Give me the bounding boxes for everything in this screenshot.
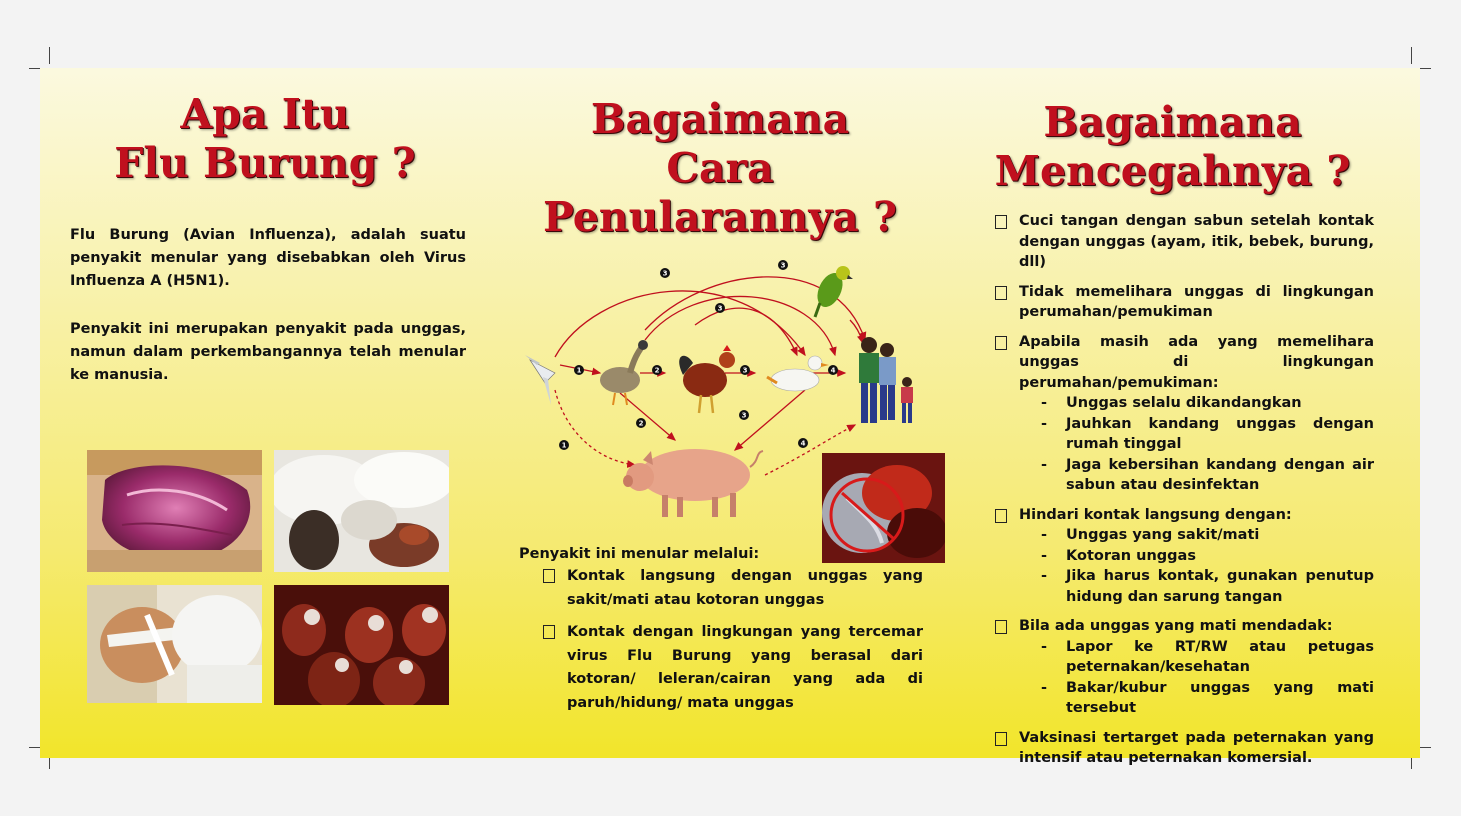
list-item: Bila ada unggas yang mati mendadak: - Lapor ke RT/RW atau petugas peternakan/kesehatan - Bakar/kubur unggas yang mati tersebut <box>993 616 1374 719</box>
photo-dead-chickens <box>274 450 449 572</box>
col1-title: Apa Itu Flu Burung ? <box>114 90 416 187</box>
sub-list-item: - Jika harus kontak, gunakan penutup hidung dan sarung tangan <box>1041 568 1374 605</box>
checkbox-icon <box>995 215 1007 229</box>
svg-text:3: 3 <box>742 366 748 375</box>
svg-text:1: 1 <box>576 366 582 375</box>
photo-infected-comb <box>87 450 262 572</box>
sub-list <box>1019 637 1374 719</box>
wild-bird-icon <box>525 355 555 405</box>
photo-child-patient <box>87 585 262 703</box>
list-item: Hindari kontak langsung dengan: - Unggas yang sakit/mati - Kotoran unggas - Jika harus kontak, gunakan penutup hidung dan sarung tangan <box>993 505 1374 608</box>
svg-text:4: 4 <box>830 366 836 375</box>
checkbox-icon <box>995 509 1007 523</box>
rooster-icon <box>679 345 735 413</box>
list-item: Tidak memelihara unggas di lingkungan perumahan/pemukiman <box>993 282 1374 323</box>
col3-list <box>993 211 1374 778</box>
col3-title: Bagaimana Mencegahnya ? <box>994 98 1351 195</box>
family-icon <box>859 337 913 423</box>
sub-list <box>1019 393 1374 496</box>
col1-paragraph-1: Flu Burung (Avian Influenza), adalah suatu penyakit menular yang disebabkan oleh Virus Influenza A (H5N1). <box>70 227 466 289</box>
svg-text:3: 3 <box>780 261 786 270</box>
svg-text:2: 2 <box>654 366 660 375</box>
pig-icon <box>623 449 763 517</box>
list-item: Apabila masih ada yang memelihara unggas di lingkungan perumahan/pemukiman: - Unggas selalu dikandangkan - Jauhkan kandang unggas dengan rumah tinggal - Jaga kebersihan kandang dengan air sabun atau desinfektan <box>993 332 1374 496</box>
list-item: Vaksinasi tertarget pada peternakan yang intensif atau peternakan komersial. <box>993 728 1374 769</box>
checkbox-icon <box>543 569 555 583</box>
sub-list-item: - Unggas selalu dikandangkan <box>1041 395 1302 411</box>
sub-list-item: - Jaga kebersihan kandang dengan air sabun atau desinfektan <box>1041 456 1374 493</box>
col2-title: Bagaimana Cara Penularannya ? <box>542 95 898 241</box>
checkbox-icon <box>995 732 1007 746</box>
list-item: Kontak dengan lingkungan yang tercemar virus Flu Burung yang berasal dari kotoran/ leleran/cairan yang ada di paruh/hidung/ mata unggas <box>541 621 923 715</box>
svg-text:2: 2 <box>638 419 644 428</box>
sub-list-item: - Jauhkan kandang unggas dengan rumah tinggal <box>1041 415 1374 452</box>
svg-text:4: 4 <box>800 439 806 448</box>
crop-mark <box>49 47 50 64</box>
list-item: Kontak langsung dengan unggas yang sakit/mati atau kotoran unggas <box>541 565 923 612</box>
checkbox-icon <box>995 620 1007 634</box>
sub-list-item: - Lapor ke RT/RW atau petugas peternakan/kesehatan <box>1041 638 1374 675</box>
sub-list-item: - Unggas yang sakit/mati <box>1041 527 1260 543</box>
parrot-icon <box>812 266 853 317</box>
list-item: Cuci tangan dengan sabun setelah kontak dengan unggas (ayam, itik, bebek, burung, dll) <box>993 211 1374 273</box>
crop-mark <box>1411 47 1412 64</box>
col2-intro: Penyakit ini menular melalui: <box>519 546 760 562</box>
checkbox-icon <box>995 286 1007 300</box>
svg-text:3: 3 <box>741 411 747 420</box>
checkbox-icon <box>995 336 1007 350</box>
svg-text:3: 3 <box>717 304 723 313</box>
col2-list <box>541 565 923 724</box>
sub-list <box>1019 525 1374 607</box>
checkbox-icon <box>543 625 555 639</box>
sub-list-item: - Kotoran unggas <box>1041 547 1196 564</box>
svg-text:3: 3 <box>662 269 668 278</box>
col1-paragraph-2: Penyakit ini merupakan penyakit pada unggas, namun dalam perkembangannya telah menular ke manusia. <box>70 321 466 383</box>
photo-chicken-flock <box>274 585 449 705</box>
sub-list-item: - Bakar/kubur unggas yang mati tersebut <box>1041 679 1374 716</box>
svg-text:1: 1 <box>561 441 567 450</box>
